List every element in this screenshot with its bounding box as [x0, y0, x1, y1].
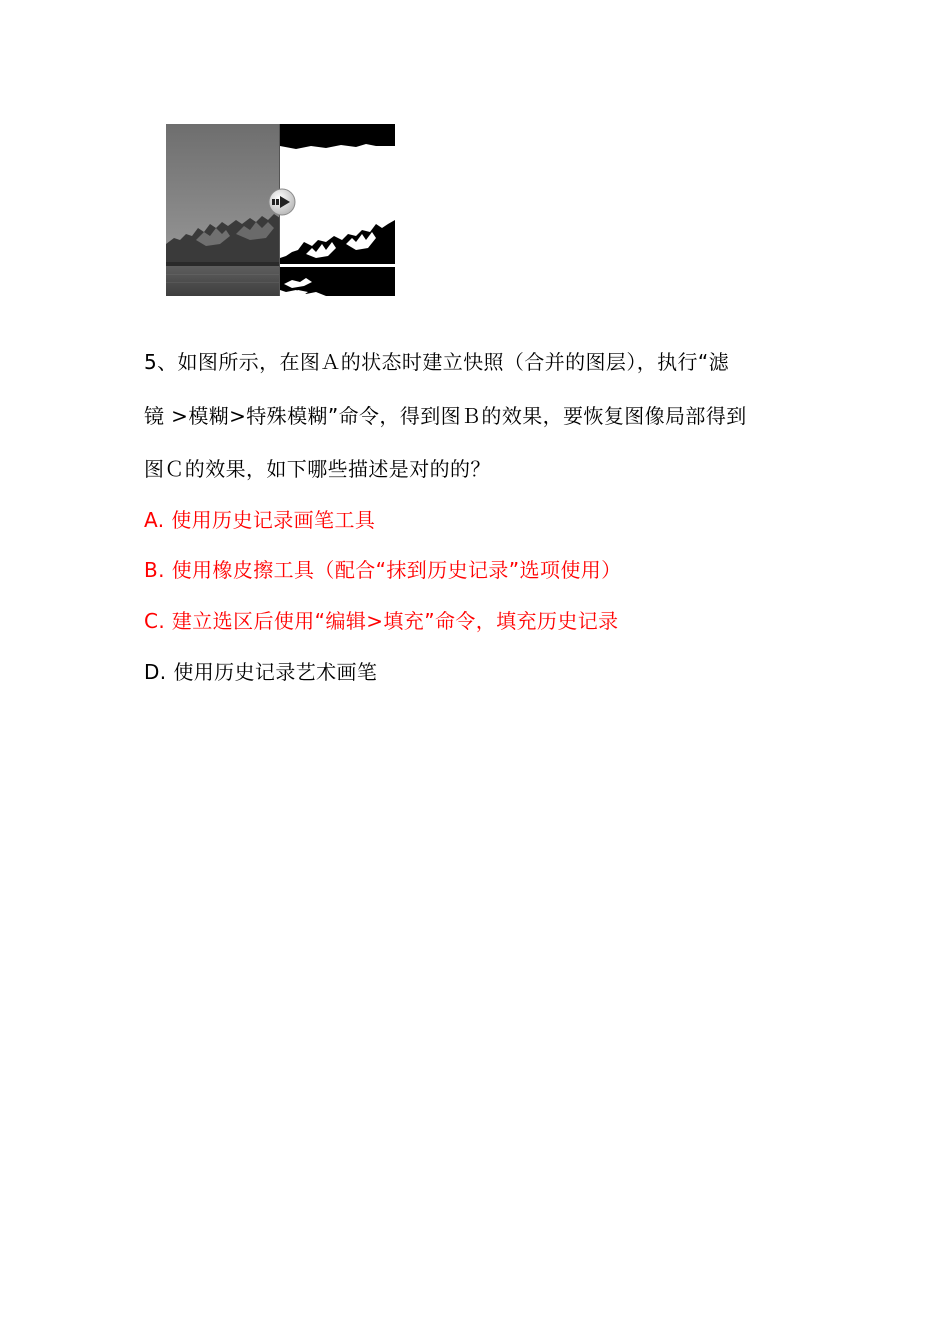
question-line-2: 镜 >模糊>特殊模糊”命令，得到图Ｂ的效果，要恢复图像局部得到	[144, 404, 747, 428]
filter-comparison-figure	[166, 124, 395, 296]
option-d: D. 使用历史记录艺术画笔	[144, 660, 378, 684]
question-line-1: 5、如图所示，在图Ａ的状态时建立快照（合并的图层），执行“滤	[144, 350, 730, 374]
arrow-right-icon	[269, 189, 295, 215]
option-b: B. 使用橡皮擦工具（配合“抹到历史记录”选项使用）	[144, 558, 622, 582]
question-line-3: 图Ｃ的效果，如下哪些描述是对的的？	[144, 457, 491, 481]
image-before	[166, 124, 280, 296]
option-c: C. 建立选区后使用“编辑>填充”命令，填充历史记录	[144, 609, 619, 633]
image-after	[280, 124, 395, 296]
option-a: A. 使用历史记录画笔工具	[144, 508, 376, 532]
